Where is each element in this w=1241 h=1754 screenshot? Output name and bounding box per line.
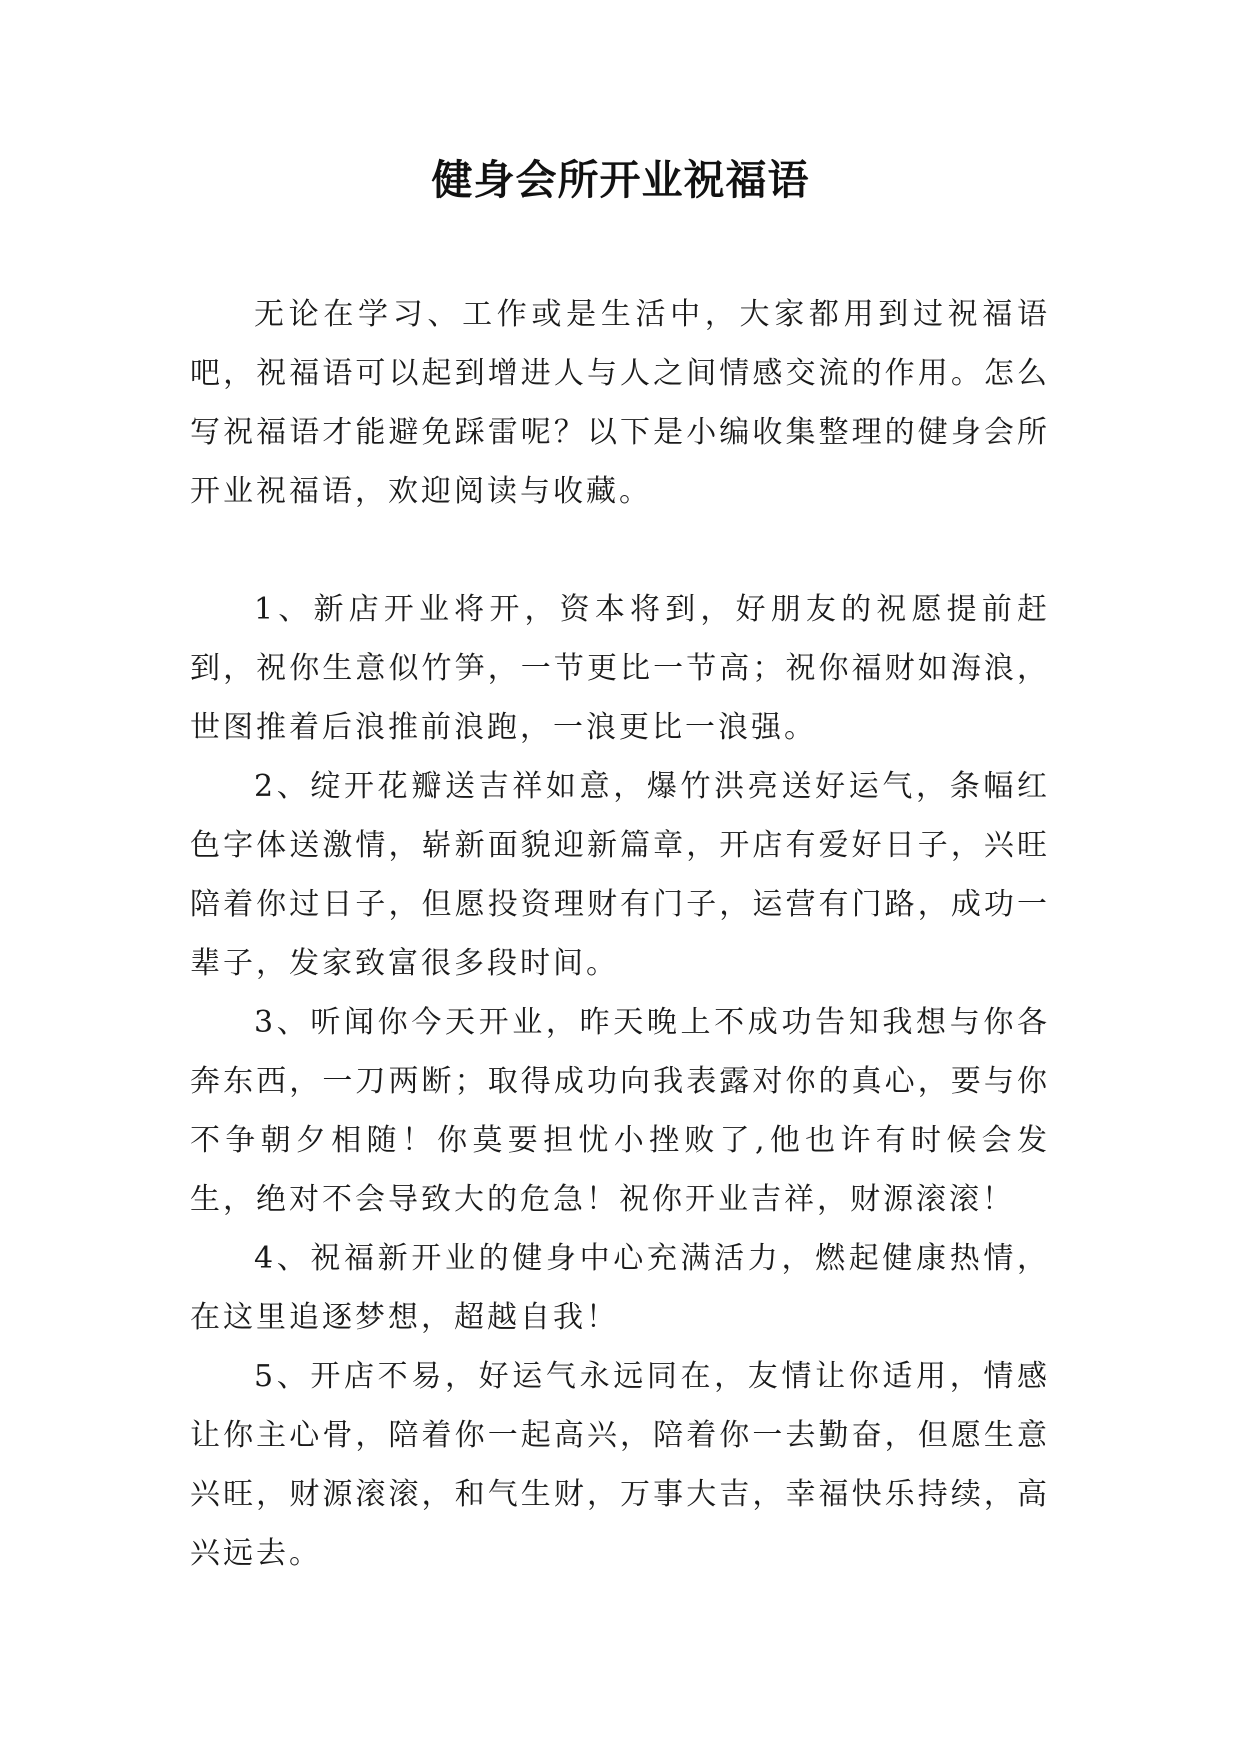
wish-item-3: 3、听闻你今天开业，昨天晚上不成功告知我想与你各奔东西，一刀两断；取得成功向我表露对你的真心，要与你不争朝夕相随！你莫要担忧小挫败了,他也许有时候会发生，绝对不会导致大的危急！祝你开业吉祥，财源滚滚！	[190, 1005, 1050, 1217]
wish-item-1: 1、新店开业将开，资本将到，好朋友的祝愿提前赶到，祝你生意似竹笋，一节更比一节高；祝你福财如海浪，世图推着后浪推前浪跑，一浪更比一浪强。	[190, 592, 1050, 745]
wish-item-2: 2、绽开花瓣送吉祥如意，爆竹洪亮送好运气，条幅红色字体送激情，崭新面貌迎新篇章，开店有爱好日子，兴旺陪着你过日子，但愿投资理财有门子，运营有门路，成功一辈子，发家致富很多段时间。	[190, 769, 1050, 981]
wish-item-4: 4、祝福新开业的健身中心充满活力，燃起健康热情，在这里追逐梦想，超越自我！	[190, 1241, 1050, 1335]
wish-item-5: 5、开店不易，好运气永远同在，友情让你适用，情感让你主心骨，陪着你一起高兴，陪着你一去勤奋，但愿生意兴旺，财源滚滚，和气生财，万事大吉，幸福快乐持续，高兴远去。	[190, 1359, 1050, 1571]
document-title: 健身会所开业祝福语	[431, 156, 810, 204]
document-body	[190, 285, 1050, 1583]
intro-paragraph: 无论在学习、工作或是生活中，大家都用到过祝福语吧，祝福语可以起到增进人与人之间情感交流的作用。怎么写祝福语才能避免踩雷呢？以下是小编收集整理的健身会所开业祝福语，欢迎阅读与收藏。	[190, 297, 1050, 509]
